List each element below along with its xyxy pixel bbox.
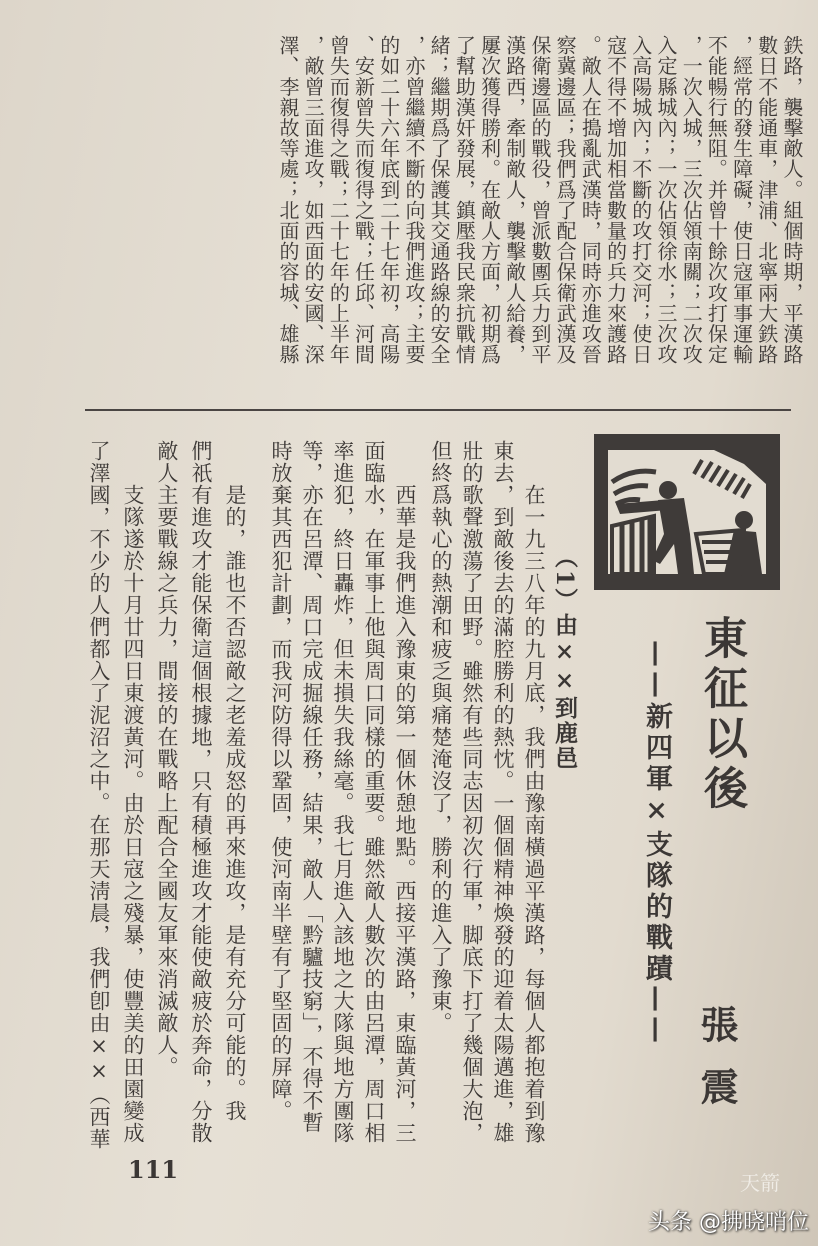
text-column: 數日不能通車，津浦、北寧兩大鉄路 bbox=[754, 35, 779, 365]
text-column: 緒；繼期爲了保護其交通路線的安全 bbox=[427, 35, 452, 365]
text-column: 。敵人在搗亂武漢時，同時亦進攻晉 bbox=[578, 35, 603, 365]
body-block-1 bbox=[425, 440, 580, 1144]
text-column: 屢次獲得勝利。在敵人方面，初期爲 bbox=[477, 35, 502, 365]
text-column: 入高陽城內；不斷的攻打交河；使日 bbox=[628, 35, 653, 365]
text-column: 的如二十六年底到二十七年初，高陽 bbox=[376, 35, 401, 365]
text-column: 西華是我們進入豫東的第一個休憩地點。西接平漢路，東臨黃河，三 bbox=[393, 484, 417, 1144]
text-column: 澤、李親故等處；北面的容城、雄縣 bbox=[275, 35, 300, 365]
body-block-2 bbox=[265, 440, 420, 1144]
text-column: 壯的歌聲激蕩了田野。雖然有些同志因初次行軍，脚底下打了幾個大泡， bbox=[460, 440, 484, 1144]
text-column: 寇不得不增加相當數量的兵力來護路 bbox=[603, 35, 628, 365]
text-column: 東去，到敵後去的滿腔勝利的熱忱。一個個精神煥發的迎着太陽邁進，雄 bbox=[491, 440, 515, 1144]
text-column: ，經常的發生障礙，使日寇軍事運輸 bbox=[729, 35, 754, 365]
woodcut-illustration bbox=[594, 434, 780, 590]
text-column: 時放棄其西犯計劃，而我河防得以鞏固，使河南半壁有了堅固的屏障。 bbox=[269, 440, 293, 1122]
text-column: 支隊遂於十月廿四日東渡黃河。由於日寇之殘暴，使豐美的田園變成 bbox=[121, 484, 145, 1144]
text-column: 們祇有進攻才能保衛這個根據地，只有積極進攻才能使敵疲於奔命，分散 bbox=[189, 440, 213, 1144]
text-column: 但終爲執心的熱潮和疲乏與痛楚淹沒了，勝利的進入了豫東。 bbox=[429, 440, 453, 1034]
body-block-3 bbox=[82, 440, 252, 1150]
article-subtitle: ——新四軍×支隊的戰蹟—— bbox=[641, 640, 672, 1047]
text-column: 察冀邊區；我們爲了配合保衛武漢及 bbox=[553, 35, 578, 365]
text-column: 入定縣城內；一次佔領徐水；三次攻 bbox=[653, 35, 678, 365]
text-column: 、安新曾失而復得之戰；任邱、河間 bbox=[351, 35, 376, 365]
text-column: 曾失而復得之戰；二十七年的上半年 bbox=[326, 35, 351, 365]
section-divider bbox=[85, 409, 791, 411]
top-text-block bbox=[275, 35, 804, 395]
page-number: 111 bbox=[128, 1155, 179, 1184]
text-column: 了澤國，不少的人們都入了泥沼之中。在那天淸晨，我們卽由××（西華 bbox=[87, 440, 111, 1150]
article-title: 東征以後 bbox=[696, 615, 747, 815]
article-author: 張震 bbox=[694, 1005, 739, 1129]
text-column: ，一次入城，三次佔領南關；二次攻 bbox=[679, 35, 704, 365]
text-column: 保衛邊區的戰役，曾派數團兵力到平 bbox=[527, 35, 552, 365]
text-column: 是的，誰也不否認敵之老羞成怒的再來進攻，是有充分可能的。我 bbox=[223, 484, 247, 1122]
text-column: 在一九三八年的九月底，我們由豫南橫過平漢路，每個人都抱着到豫 bbox=[522, 484, 546, 1144]
text-column: ，亦曾繼續不斷的向我們進攻；主要 bbox=[401, 35, 426, 365]
text-column: 敵人主要戰線之兵力，間接的在戰略上配合全國友軍來消滅敵人。 bbox=[155, 440, 179, 1078]
watermark-logo: 天箭 bbox=[740, 1171, 780, 1195]
section-heading: （1）由××到鹿邑 bbox=[551, 545, 578, 772]
text-column: 漢路西，牽制敵人，襲擊敵人給養， bbox=[502, 35, 527, 365]
text-column: 面臨水，在軍事上他與周口同樣的重要。雖然敵人數次的由呂潭，周口相 bbox=[362, 440, 386, 1144]
text-column: 率進犯，終日轟炸，但未損失我絲毫。我七月進入該地之大隊與地方團隊 bbox=[331, 440, 355, 1144]
watermark-source: 头条 @拂晓哨位 bbox=[648, 1210, 809, 1235]
text-column: 鉄路，襲擊敵人。組個時期，平漢路 bbox=[780, 35, 804, 365]
text-column: ，敵曾三面進攻，如西面的安國、深 bbox=[301, 35, 326, 365]
text-column: 等，亦在呂潭、周口完成掘線任務，結果，敵人「黔驢技窮」，不得不暫 bbox=[300, 440, 324, 1134]
text-column: 不能暢行無阻。并曾十餘次攻打保定 bbox=[704, 35, 729, 365]
text-column: 了幫助漢奸發展，鎮壓我民衆抗戰情 bbox=[452, 35, 477, 365]
